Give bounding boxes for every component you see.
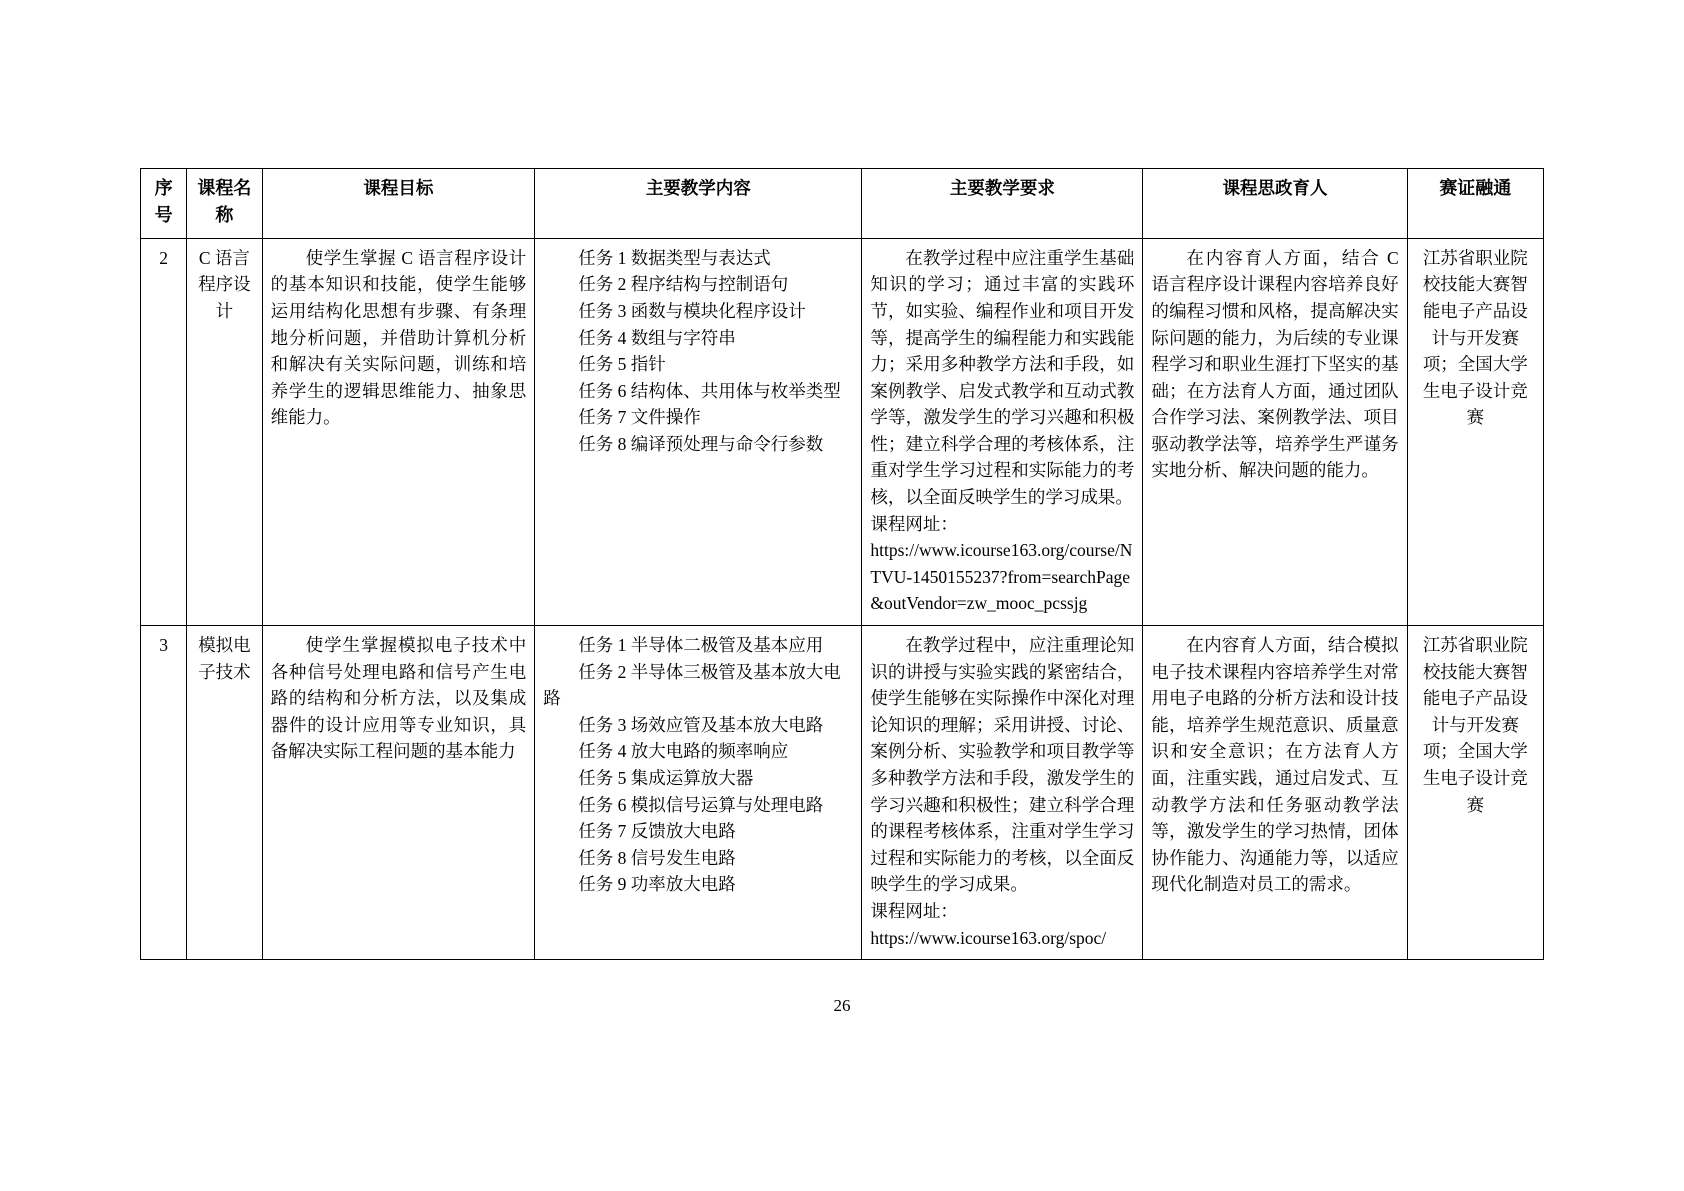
cell-course-name: C 语言程序设计 bbox=[187, 238, 262, 625]
list-item: 任务 6 模拟信号运算与处理电路 bbox=[578, 794, 824, 815]
cell-course-goal bbox=[262, 238, 535, 625]
ideological-education-text: 在内容育人方面，结合模拟电子技术课程内容培养学生对常用电子电路的分析方法和设计技能，培养学生规范意识、质量意识和安全意识；在方法育人方面，注重实践，通过启发式、互动教学方法和任务驱动教学法等，激发学生的学习热情，团体协作能力、沟通能力等，以适应现代化制造对员工的需求。 bbox=[1151, 635, 1399, 895]
list-item: 任务 1 半导体二极管及基本应用 bbox=[578, 635, 824, 656]
list-item: 任务 5 集成运算放大器 bbox=[578, 768, 754, 788]
column-header-competition-certificate: 赛证融通 bbox=[1407, 169, 1543, 239]
column-header-ideological-education: 课程思政育人 bbox=[1143, 169, 1407, 239]
course-url[interactable]: https://www.icourse163.org/spoc/ bbox=[870, 927, 1107, 948]
list-item: 任务 4 放大电路的频率响应 bbox=[578, 741, 789, 762]
list-item: 任务 2 半导体三极管及基本放大电路 bbox=[543, 661, 841, 709]
list-item: 任务 3 场效应管及基本放大电路 bbox=[578, 714, 824, 735]
course-url-label: 课程网址： bbox=[870, 900, 958, 921]
cell-teaching-requirement bbox=[862, 626, 1143, 960]
list-item: 任务 7 反馈放大电路 bbox=[578, 821, 736, 842]
list-item: 任务 4 数组与字符串 bbox=[578, 327, 736, 348]
table-row bbox=[141, 238, 1544, 625]
cell-ideological-education bbox=[1143, 626, 1407, 960]
list-item: 任务 9 功率放大电路 bbox=[578, 874, 736, 895]
cell-ideological-education bbox=[1143, 238, 1407, 625]
list-item: 任务 6 结构体、共用体与枚举类型 bbox=[578, 380, 841, 401]
cell-competition-certificate: 江苏省职业院校技能大赛智能电子产品设计与开发赛项；全国大学生电子设计竞赛 bbox=[1407, 238, 1543, 625]
list-item: 任务 5 指针 bbox=[578, 354, 666, 375]
cell-teaching-content bbox=[535, 238, 862, 625]
course-goal-text: 使学生掌握模拟电子技术中各种信号处理电路和信号产生电路的结构和分析方法，以及集成器件的设计应用等专业知识，具备解决实际工程问题的基本能力 bbox=[270, 635, 527, 762]
column-header-course-goal: 课程目标 bbox=[262, 169, 535, 239]
list-item: 任务 8 编译预处理与命令行参数 bbox=[578, 433, 824, 454]
table-body bbox=[141, 238, 1544, 959]
cell-course-name: 模拟电子技术 bbox=[187, 626, 262, 960]
cell-row-number: 3 bbox=[141, 626, 187, 960]
list-item: 任务 2 程序结构与控制语句 bbox=[578, 274, 789, 295]
course-table bbox=[140, 168, 1544, 960]
teaching-content-list bbox=[543, 632, 853, 898]
list-item: 任务 7 文件操作 bbox=[578, 407, 701, 428]
table-header-row bbox=[141, 169, 1544, 239]
list-item: 任务 3 函数与模块化程序设计 bbox=[578, 300, 806, 321]
table-header bbox=[141, 169, 1544, 239]
column-header-no: 序号 bbox=[141, 169, 187, 239]
course-url[interactable]: https://www.icourse163.org/course/NTVU-1450155237?from=searchPage&outVendor=zw_mooc_pcssjg bbox=[870, 540, 1133, 614]
list-item: 任务 1 数据类型与表达式 bbox=[578, 247, 771, 268]
course-goal-text: 使学生掌握 C 语言程序设计的基本知识和技能，使学生能够运用结构化思想有步骤、有条理地分析问题，并借助计算机分析和解决有关实际问题，训练和培养学生的逻辑思维能力、抽象思维能力。 bbox=[270, 247, 527, 428]
cell-competition-certificate: 江苏省职业院校技能大赛智能电子产品设计与开发赛项；全国大学生电子设计竞赛 bbox=[1407, 626, 1543, 960]
cell-teaching-requirement bbox=[862, 238, 1143, 625]
teaching-content-list bbox=[543, 245, 853, 458]
column-header-course-name: 课程名称 bbox=[187, 169, 262, 239]
cell-teaching-content bbox=[535, 626, 862, 960]
cell-row-number: 2 bbox=[141, 238, 187, 625]
ideological-education-text: 在内容育人方面，结合 C 语言程序设计课程内容培养良好的编程习惯和风格，提高解决实际问题的能力，为后续的专业课程学习和职业生涯打下坚实的基础；在方法育人方面，通过团队合作学习法、案例教学法、项目驱动教学法等，培养学生严谨务实地分析、解决问题的能力。 bbox=[1151, 247, 1399, 481]
page-number: 26 bbox=[833, 996, 851, 1015]
column-header-teaching-content: 主要教学内容 bbox=[535, 169, 862, 239]
list-item: 任务 8 信号发生电路 bbox=[578, 847, 736, 868]
table-row bbox=[141, 626, 1544, 960]
teaching-requirement-text: 在教学过程中，应注重理论知识的讲授与实验实践的紧密结合，使学生能够在实际操作中深化对理论知识的理解；采用讲授、讨论、案例分析、实验教学和项目教学等多种教学方法和手段，激发学生的学习兴趣和积极性；建立科学合理的课程考核体系，注重对学生学习过程和实际能力的考核，以全面反映学生的学习成果。 bbox=[870, 635, 1135, 895]
course-url-label: 课程网址： bbox=[870, 513, 958, 534]
teaching-requirement-text: 在教学过程中应注重学生基础知识的学习；通过丰富的实践环节，如实验、编程作业和项目开发等，提高学生的编程能力和实践能力；采用多种教学方法和手段，如案例教学、启发式教学和互动式教学等，激发学生的学习兴趣和积极性；建立科学合理的考核体系，注重对学生学习过程和实际能力的考核，以全面反映学生的学习成果。 bbox=[870, 247, 1135, 508]
cell-course-goal bbox=[262, 626, 535, 960]
column-header-teaching-requirement: 主要教学要求 bbox=[862, 169, 1143, 239]
